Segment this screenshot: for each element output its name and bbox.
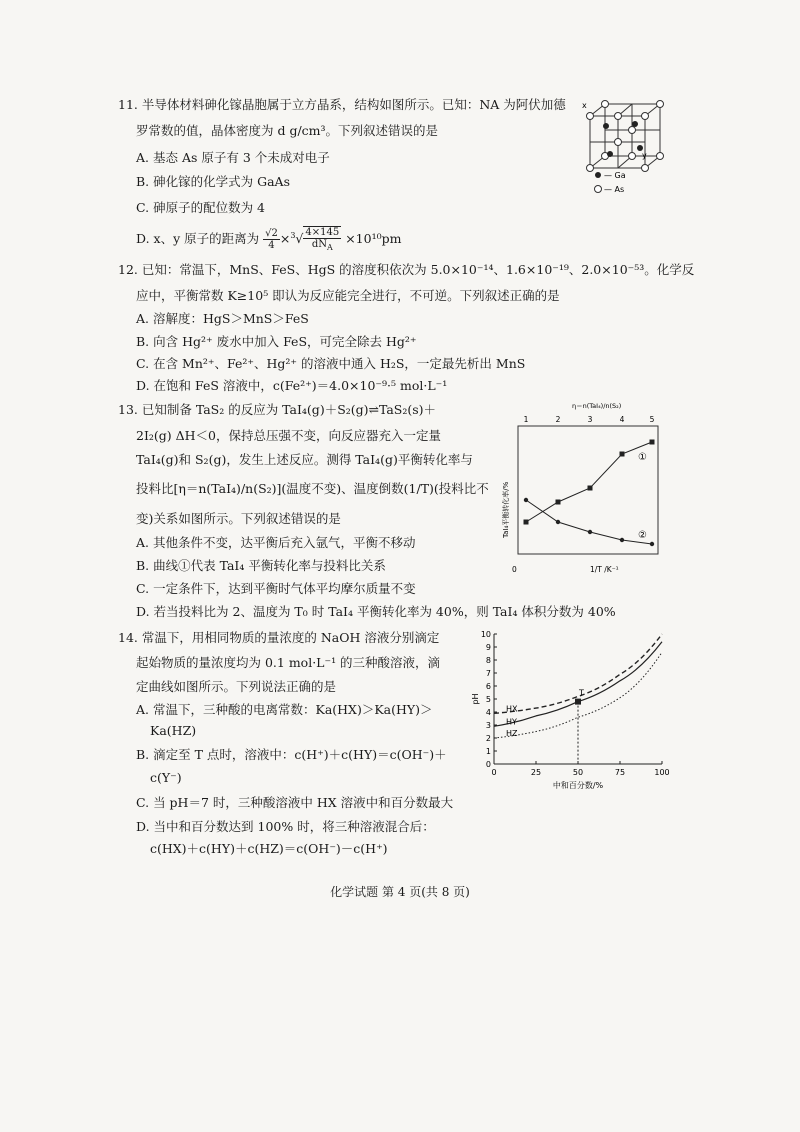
q14-t-point: [575, 699, 581, 705]
q14-series-label-hz: HZ: [506, 729, 518, 738]
q13-curve2-point: [524, 498, 528, 502]
q14-stem-line2: 起始物质的量浓度均为 0.1 mol·L⁻¹ 的三种酸溶液，滴: [136, 655, 441, 670]
q13-curve-2: [526, 500, 652, 544]
q13-curve1-point: [620, 452, 625, 457]
q14-option-d-line1: D. 当中和百分数达到 100% 时，将三种溶液混合后：: [136, 819, 435, 834]
q13-curve2-point: [556, 520, 560, 524]
q14-option-d-line2: c(HX)＋c(HY)＋c(HZ)＝c(OH⁻)－c(H⁺): [150, 841, 388, 856]
q13-option-d: D. 若当投料比为 2、温度为 T₀ 时 TaI₄ 平衡转化率为 40%，则 TaI₄ 体积分数为 40%: [136, 604, 616, 619]
q11-formula-tail: ×10¹⁰pm: [345, 231, 402, 246]
q13-curve2-point: [620, 538, 624, 542]
q11-stem-line1: 11. 半导体材料砷化镓晶胞属于立方晶系，结构如图所示。已知：NA 为阿伏加德: [118, 97, 566, 112]
crystal-legend: [592, 168, 652, 196]
q13-curve1-label: ①: [638, 452, 647, 463]
ga-legend-dot: [595, 172, 601, 178]
q14-x-tick-label: 25: [530, 768, 542, 777]
q13-stem-line2: 2I₂(g) ΔH＜0，保持总压强不变，向反应器充入一定量: [136, 428, 442, 443]
q14-option-b-line1: B. 滴定至 T 点时，溶液中：c(H⁺)＋c(HY)＝c(OH⁻)＋: [136, 747, 447, 762]
q12-option-c: C. 在含 Mn²⁺、Fe²⁺、Hg²⁺ 的溶液中通入 H₂S，一定最先析出 MnS: [136, 356, 526, 371]
q14-y-tick-label: 3: [485, 721, 491, 730]
q12-option-a: A. 溶解度：HgS＞MnS＞FeS: [136, 311, 309, 326]
q13-chart: [494, 398, 670, 578]
q14-option-c: C. 当 pH＝7 时，三种酸溶液中 HX 溶液中和百分数最大: [136, 795, 454, 810]
q14-y-tick-label: 6: [485, 682, 491, 691]
q14-y-tick-label: 4: [485, 708, 491, 717]
q14-y-tick-label: 1: [485, 747, 491, 756]
q12-stem-line2: 应中，平衡常数 K≥10⁵ 即认为反应能完全进行，不可逆。下列叙述正确的是: [136, 288, 560, 303]
x-atom-label: x: [582, 101, 587, 110]
q11-stem-line2: 罗常数的值，晶体密度为 d g/cm³。下列叙述错误的是: [136, 123, 439, 138]
q14-x-tick-label: 75: [614, 768, 626, 777]
q13-tick-2: 2: [555, 415, 561, 424]
q13-stem-line5: 变)关系如图所示。下列叙述错误的是: [136, 511, 341, 526]
q14-y-tick-label: 9: [485, 643, 491, 652]
y-atom-label: y: [642, 151, 647, 160]
q13-ylabel: TaI₄平衡转化率/%: [502, 481, 510, 538]
q13-curve1-point: [588, 486, 593, 491]
q11-option-c: C. 砷原子的配位数为 4: [136, 200, 265, 215]
q13-curve-1: [526, 442, 652, 522]
q13-top-label: η＝n(TaI₄)/n(S₂): [572, 402, 622, 410]
q14-y-tick-label: 5: [485, 695, 491, 704]
q14-xlabel: 中和百分数/%: [552, 781, 604, 790]
q14-y-tick-label: 7: [485, 669, 491, 678]
q14-y-tick-label: 2: [485, 734, 491, 743]
q13-tick-4: 4: [619, 415, 625, 424]
page-footer: 化学试题 第 4 页(共 8 页): [330, 885, 470, 899]
q13-xlabel: 1/T /K⁻¹: [590, 565, 619, 574]
q14-y-tick-label: 10: [480, 630, 491, 639]
q13-stem-line3: TaI₄(g)和 S₂(g)，发生上述反应。测得 TaI₄(g)平衡转化率与: [136, 452, 473, 467]
q13-curve1-point: [556, 500, 561, 505]
q11-formula: $\frac{√2}{4}$ ×$^3$√ $\frac{4\times 145}{dN_A}$: [265, 227, 340, 252]
ga-legend-label: — Ga: [604, 171, 626, 180]
q14-option-a-line2: Ka(HZ): [150, 723, 197, 738]
q13-option-a: A. 其他条件不变，达平衡后充入氩气，平衡不移动: [136, 535, 416, 550]
q14-stem-line1: 14. 常温下，用相同物质的量浓度的 NaOH 溶液分别滴定: [118, 630, 440, 645]
q13-curve2-point: [650, 542, 654, 546]
q13-curve2-point: [588, 530, 592, 534]
q14-series-label-hx: HX: [506, 704, 518, 714]
q14-y-tick-label: 8: [485, 656, 491, 665]
q13-curve2-label: ②: [638, 530, 647, 541]
q14-ylabel: pH: [471, 693, 480, 705]
q14-stem-line3: 定曲线如图所示。下列说法正确的是: [136, 679, 337, 694]
q14-y-tick-label: 0: [485, 760, 491, 769]
as-legend-label: — As: [604, 185, 625, 194]
q14-x-tick-label: 50: [572, 768, 584, 777]
q12-option-b: B. 向含 Hg²⁺ 废水中加入 FeS，可完全除去 Hg²⁺: [136, 334, 417, 349]
q13-stem-line1: 13. 已知制备 TaS₂ 的反应为 TaI₄(g)＋S₂(g)⇌TaS₂(s)＋: [118, 402, 437, 417]
q11-option-a: A. 基态 As 原子有 3 个未成对电子: [136, 150, 330, 165]
q14-titration-chart: [470, 626, 675, 794]
q13-tick-5: 5: [649, 415, 655, 424]
q13-option-c: C. 一定条件下，达到平衡时气体平均摩尔质量不变: [136, 581, 416, 596]
q14-series-label-hy: HY: [506, 717, 517, 727]
q14-x-tick-label: 100: [654, 768, 670, 777]
q13-tick-1: 1: [523, 415, 529, 424]
q12-stem-line1: 12. 已知：常温下，MnS、FeS、HgS 的溶度积依次为 5.0×10⁻¹⁴、1.6×10⁻¹⁹、2.0×10⁻⁵³。化学反: [118, 262, 695, 277]
q13-stem-line4: 投料比[η＝n(TaI₄)/n(S₂)](温度不变)、温度倒数(1/T)(投料比不: [136, 481, 489, 496]
q14-option-b-line2: c(Y⁻): [150, 770, 182, 785]
q13-curve1-point: [650, 440, 655, 445]
q13-option-b: B. 曲线①代表 TaI₄ 平衡转化率与投料比关系: [136, 558, 386, 573]
q13-tick-3: 3: [587, 415, 593, 424]
q14-x-tick-label: 0: [491, 768, 497, 777]
q14-series-hz: [494, 652, 662, 738]
q11-option-b: B. 砷化镓的化学式为 GaAs: [136, 174, 290, 189]
q12-option-d: D. 在饱和 FeS 溶液中，c(Fe²⁺)＝4.0×10⁻⁹·⁵ mol·L⁻¹: [136, 378, 448, 393]
as-legend-dot: [595, 186, 602, 193]
q13-curve1-point: [524, 520, 529, 525]
q11-option-d-text: D. x、y 原子的距离为: [136, 231, 260, 246]
q14-t-label: T: [579, 688, 584, 698]
q14-option-a-line1: A. 常温下，三种酸的电离常数：Ka(HX)＞Ka(HY)＞: [136, 702, 433, 717]
q11-option-d: [136, 226, 401, 253]
q13-origin: 0: [512, 565, 517, 574]
